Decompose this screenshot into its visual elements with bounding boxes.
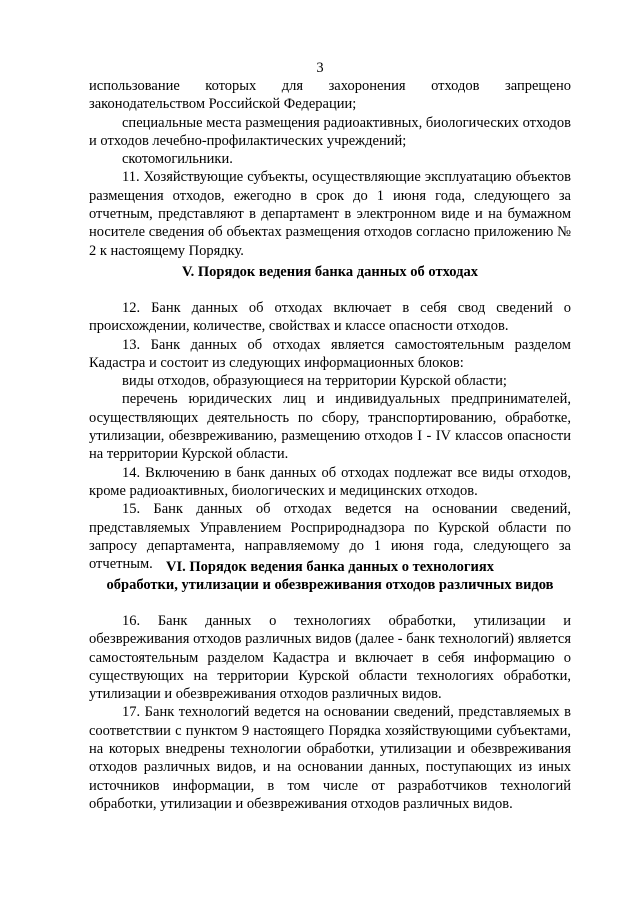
paragraph: перечень юридических лиц и индивидуальных предпринимателей, осуществляющих деятельность по сбору, транспортированию, обработке, утилизации, обезвреживанию, размещению отходов I - IV классов опасности на территории Курской области. <box>89 391 571 463</box>
paragraph: использование которых для захоронения отходов запрещено законодательством Российской Федерации; <box>89 78 571 113</box>
paragraph: 17. Банк технологий ведется на основании сведений, представляемых в соответствии с пунктом 9 настоящего Порядка хозяйствующими субъектами, на которых внедрены технологии обработки, утилизации и обезвреживания отходов различных видов, и на основании данных, поступающих из иных источников информации, в том числе от разработчиков технологий обработки, утилизации и обезвреживания отходов различных видов. <box>89 704 571 812</box>
section-heading-v: V. Порядок ведения банка данных об отходах <box>182 264 478 280</box>
text-block-1 <box>89 77 571 260</box>
paragraph: 11. Хозяйствующие субъекты, осуществляющие эксплуатацию объектов размещения отходов, ежегодно в срок до 1 июня года, следующего за отчетным, представляют в департамент в электронном виде и на бумажном носителе сведения об объектах размещения отходов согласно приложению № 2 к настоящему Порядку. <box>89 169 571 259</box>
page-number: 3 <box>316 60 324 76</box>
paragraph: 14. Включению в банк данных об отходах подлежат все виды отходов, кроме радиоактивных, биологических и медицинских отходов. <box>89 464 571 499</box>
heading-line: VI. Порядок ведения банка данных о технологиях <box>166 559 494 575</box>
paragraph: скотомогильники. <box>122 151 233 168</box>
paragraph: специальные места размещения радиоактивных, биологических отходов и отходов лечебно-профилактических учреждений; <box>89 114 571 149</box>
text-block-3 <box>89 612 571 813</box>
paragraph: 15. Банк данных об отходах ведется на основании сведений, представляемых Управлением Росприроднадзора по Курской области по запросу департамента, направляемому до 1 июня года, следующего за отчетным. <box>89 501 571 573</box>
paragraph: виды отходов, образующиеся на территории Курской области; <box>122 373 507 390</box>
heading-line: обработки, утилизации и обезвреживания отходов различных видов <box>106 577 554 594</box>
text-block-2 <box>89 299 571 573</box>
paragraph: 12. Банк данных об отходах включает в себя свод сведений о происхождении, количестве, свойствах и классе опасности отходов. <box>89 300 571 335</box>
paragraph: 16. Банк данных о технологиях обработки, утилизации и обезвреживания отходов различных видов (далее - банк технологий) является самостоятельным разделом Кадастра и включает в себя информацию о существующих на территории Курской области технологиях обработки, утилизации и обезвреживания отходов различных видов. <box>89 613 571 703</box>
section-heading-vi <box>89 558 571 595</box>
paragraph: 13. Банк данных об отходах является самостоятельным разделом Кадастра и состоит из следующих информационных блоков: <box>89 336 571 371</box>
